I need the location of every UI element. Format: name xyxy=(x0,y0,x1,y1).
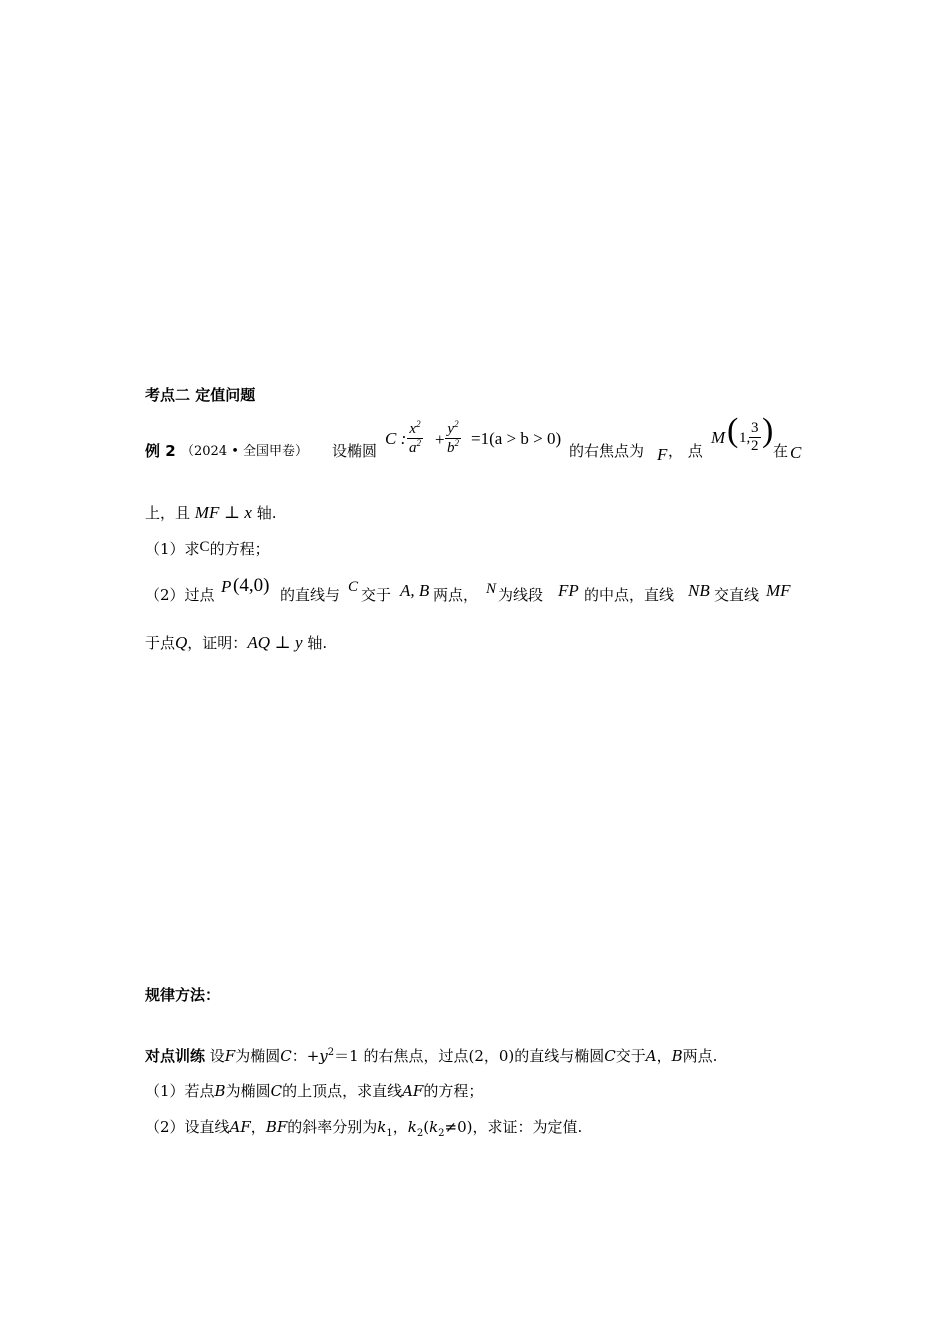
q2b-text-3: 轴. xyxy=(307,634,328,652)
tq1-C: C xyxy=(270,1082,283,1100)
line-NB: NB xyxy=(688,581,710,600)
q2-text-6: 交直线 xyxy=(714,586,760,604)
tq2-comma: ， xyxy=(392,1118,408,1136)
example-text-3: ， 点 xyxy=(668,442,703,460)
point-N: N xyxy=(486,581,497,597)
a-var: a xyxy=(409,439,417,456)
training-label: 对点训练 xyxy=(145,1047,206,1065)
example-text-4: 在 xyxy=(773,442,789,460)
training-text-a: 设 xyxy=(205,1047,225,1065)
point-M: M xyxy=(711,428,726,447)
training-question-1 xyxy=(145,1084,483,1099)
numerator-3: 3 xyxy=(751,420,759,436)
training-square: 2 xyxy=(327,1047,335,1058)
tq2-BF: BF xyxy=(265,1118,288,1136)
P-coordinates: (4,0) xyxy=(233,575,270,596)
example-label: 例 2 xyxy=(145,442,176,460)
training-y: y xyxy=(319,1047,328,1065)
tq2-k1: k xyxy=(377,1118,387,1136)
tq1-text-c: 的上顶点，求直线 xyxy=(282,1082,403,1100)
b-var: b xyxy=(447,439,455,456)
training-text-g: 两点. xyxy=(682,1047,718,1065)
M-x-coord: 1, xyxy=(739,430,751,446)
example-source: （2024 • 全国甲卷） xyxy=(181,444,309,459)
training-text-e: 交于 xyxy=(615,1047,646,1065)
fraction-y2-b2: $\frac{y^2}{b^2}$ xyxy=(447,419,459,456)
q2-text-2: 交于 xyxy=(361,586,392,604)
q2-text-1: 的直线与 xyxy=(280,586,341,604)
q2-text-4: 为线段 xyxy=(498,586,544,604)
tq2-text-c: 的斜率分别为 xyxy=(287,1118,378,1136)
points-A-B: A, B xyxy=(400,581,430,600)
tq1-AF: AF xyxy=(402,1082,424,1100)
training-text-d: ＝1 的右焦点，过点(2，0)的直线与椭圆 xyxy=(334,1047,605,1065)
tq1-B: B xyxy=(214,1082,226,1100)
tq2-k2-sub: 2 xyxy=(416,1128,424,1139)
training-text-c: ：+ xyxy=(291,1047,320,1065)
tq1-text-d: 的方程； xyxy=(423,1082,484,1100)
tq2-text-a: （2）设直线 xyxy=(145,1118,230,1136)
paren-left: ( xyxy=(727,412,739,449)
training-B: B xyxy=(671,1047,683,1065)
line-MF: MF xyxy=(766,581,791,600)
point-P: P xyxy=(221,577,232,596)
point-Q: Q xyxy=(175,633,188,652)
q2-text-5: 的中点，直线 xyxy=(584,586,675,604)
tq2-neq: ≠0) xyxy=(444,1118,473,1136)
perp-y: ⊥ y xyxy=(274,633,303,652)
method-title-text: 规律方法： xyxy=(145,986,221,1004)
training-text-b: 为椭圆 xyxy=(235,1047,281,1065)
tq2-k1-sub: 1 xyxy=(386,1128,393,1139)
training-line-1 xyxy=(145,1048,717,1064)
q1-C: C xyxy=(199,539,210,555)
question-2-line-2 xyxy=(145,634,327,651)
example-line2-text-1: 上，且 xyxy=(145,504,191,522)
tq2-k2b: k xyxy=(429,1118,439,1136)
perp-x: ⊥ x xyxy=(224,503,252,522)
fraction-x2-a2: $\frac{x^2}{a^2}$ xyxy=(409,419,421,456)
question-1 xyxy=(145,540,270,557)
tq2-text-d: ，求证：为定值. xyxy=(472,1118,583,1136)
tq2-text-b: ， xyxy=(250,1118,266,1136)
ellipse-C-label: C : xyxy=(385,429,407,448)
example-line2-text-2: 轴. xyxy=(256,504,277,522)
tq1-text-b: 为椭圆 xyxy=(225,1082,271,1100)
focus-F: F xyxy=(657,445,668,464)
q2b-text-2: ，证明： xyxy=(187,634,248,652)
tq2-AF: AF xyxy=(229,1118,251,1136)
q2-text-3: 两点， xyxy=(433,586,479,604)
fraction-three-halves xyxy=(749,420,761,454)
q1-text: 的方程； xyxy=(209,540,270,558)
q2-C: C xyxy=(348,579,359,595)
example-text-2: 的右焦点为 xyxy=(569,442,645,460)
denominator-2: 2 xyxy=(751,437,759,454)
method-title xyxy=(145,988,220,1003)
q2-label: （2）过点 xyxy=(145,586,215,604)
example-text-1: 设椭圆 xyxy=(332,442,378,460)
example-line-2 xyxy=(145,504,276,521)
q2b-text-1: 于点 xyxy=(145,634,176,652)
training-question-2 xyxy=(145,1120,582,1139)
tq1-text-a: （1）若点 xyxy=(145,1082,215,1100)
equation-rest: =1(a > b > 0) xyxy=(471,429,562,448)
training-C2: C xyxy=(604,1047,616,1065)
training-C: C xyxy=(280,1047,292,1065)
section-title xyxy=(145,388,255,403)
training-A: A xyxy=(645,1047,657,1065)
paren-right: ) xyxy=(762,412,774,449)
segment-FP: FP xyxy=(558,581,579,600)
tq2-k2b-sub: 2 xyxy=(438,1128,445,1139)
training-text-f: ， xyxy=(656,1047,672,1065)
y-var: y xyxy=(447,421,455,437)
training-F: F xyxy=(224,1047,236,1065)
segment-AQ: AQ xyxy=(247,633,270,652)
ellipse-C-ref: C xyxy=(790,443,802,462)
x-var: x xyxy=(409,421,417,437)
q1-label: （1）求 xyxy=(145,540,200,558)
tq2-paren: ( xyxy=(423,1118,430,1136)
MF-segment: MF xyxy=(194,503,220,522)
plus-sign: + xyxy=(435,430,445,449)
tq2-k2: k xyxy=(407,1118,417,1136)
section-title-text: 考点二 定值问题 xyxy=(145,386,256,404)
